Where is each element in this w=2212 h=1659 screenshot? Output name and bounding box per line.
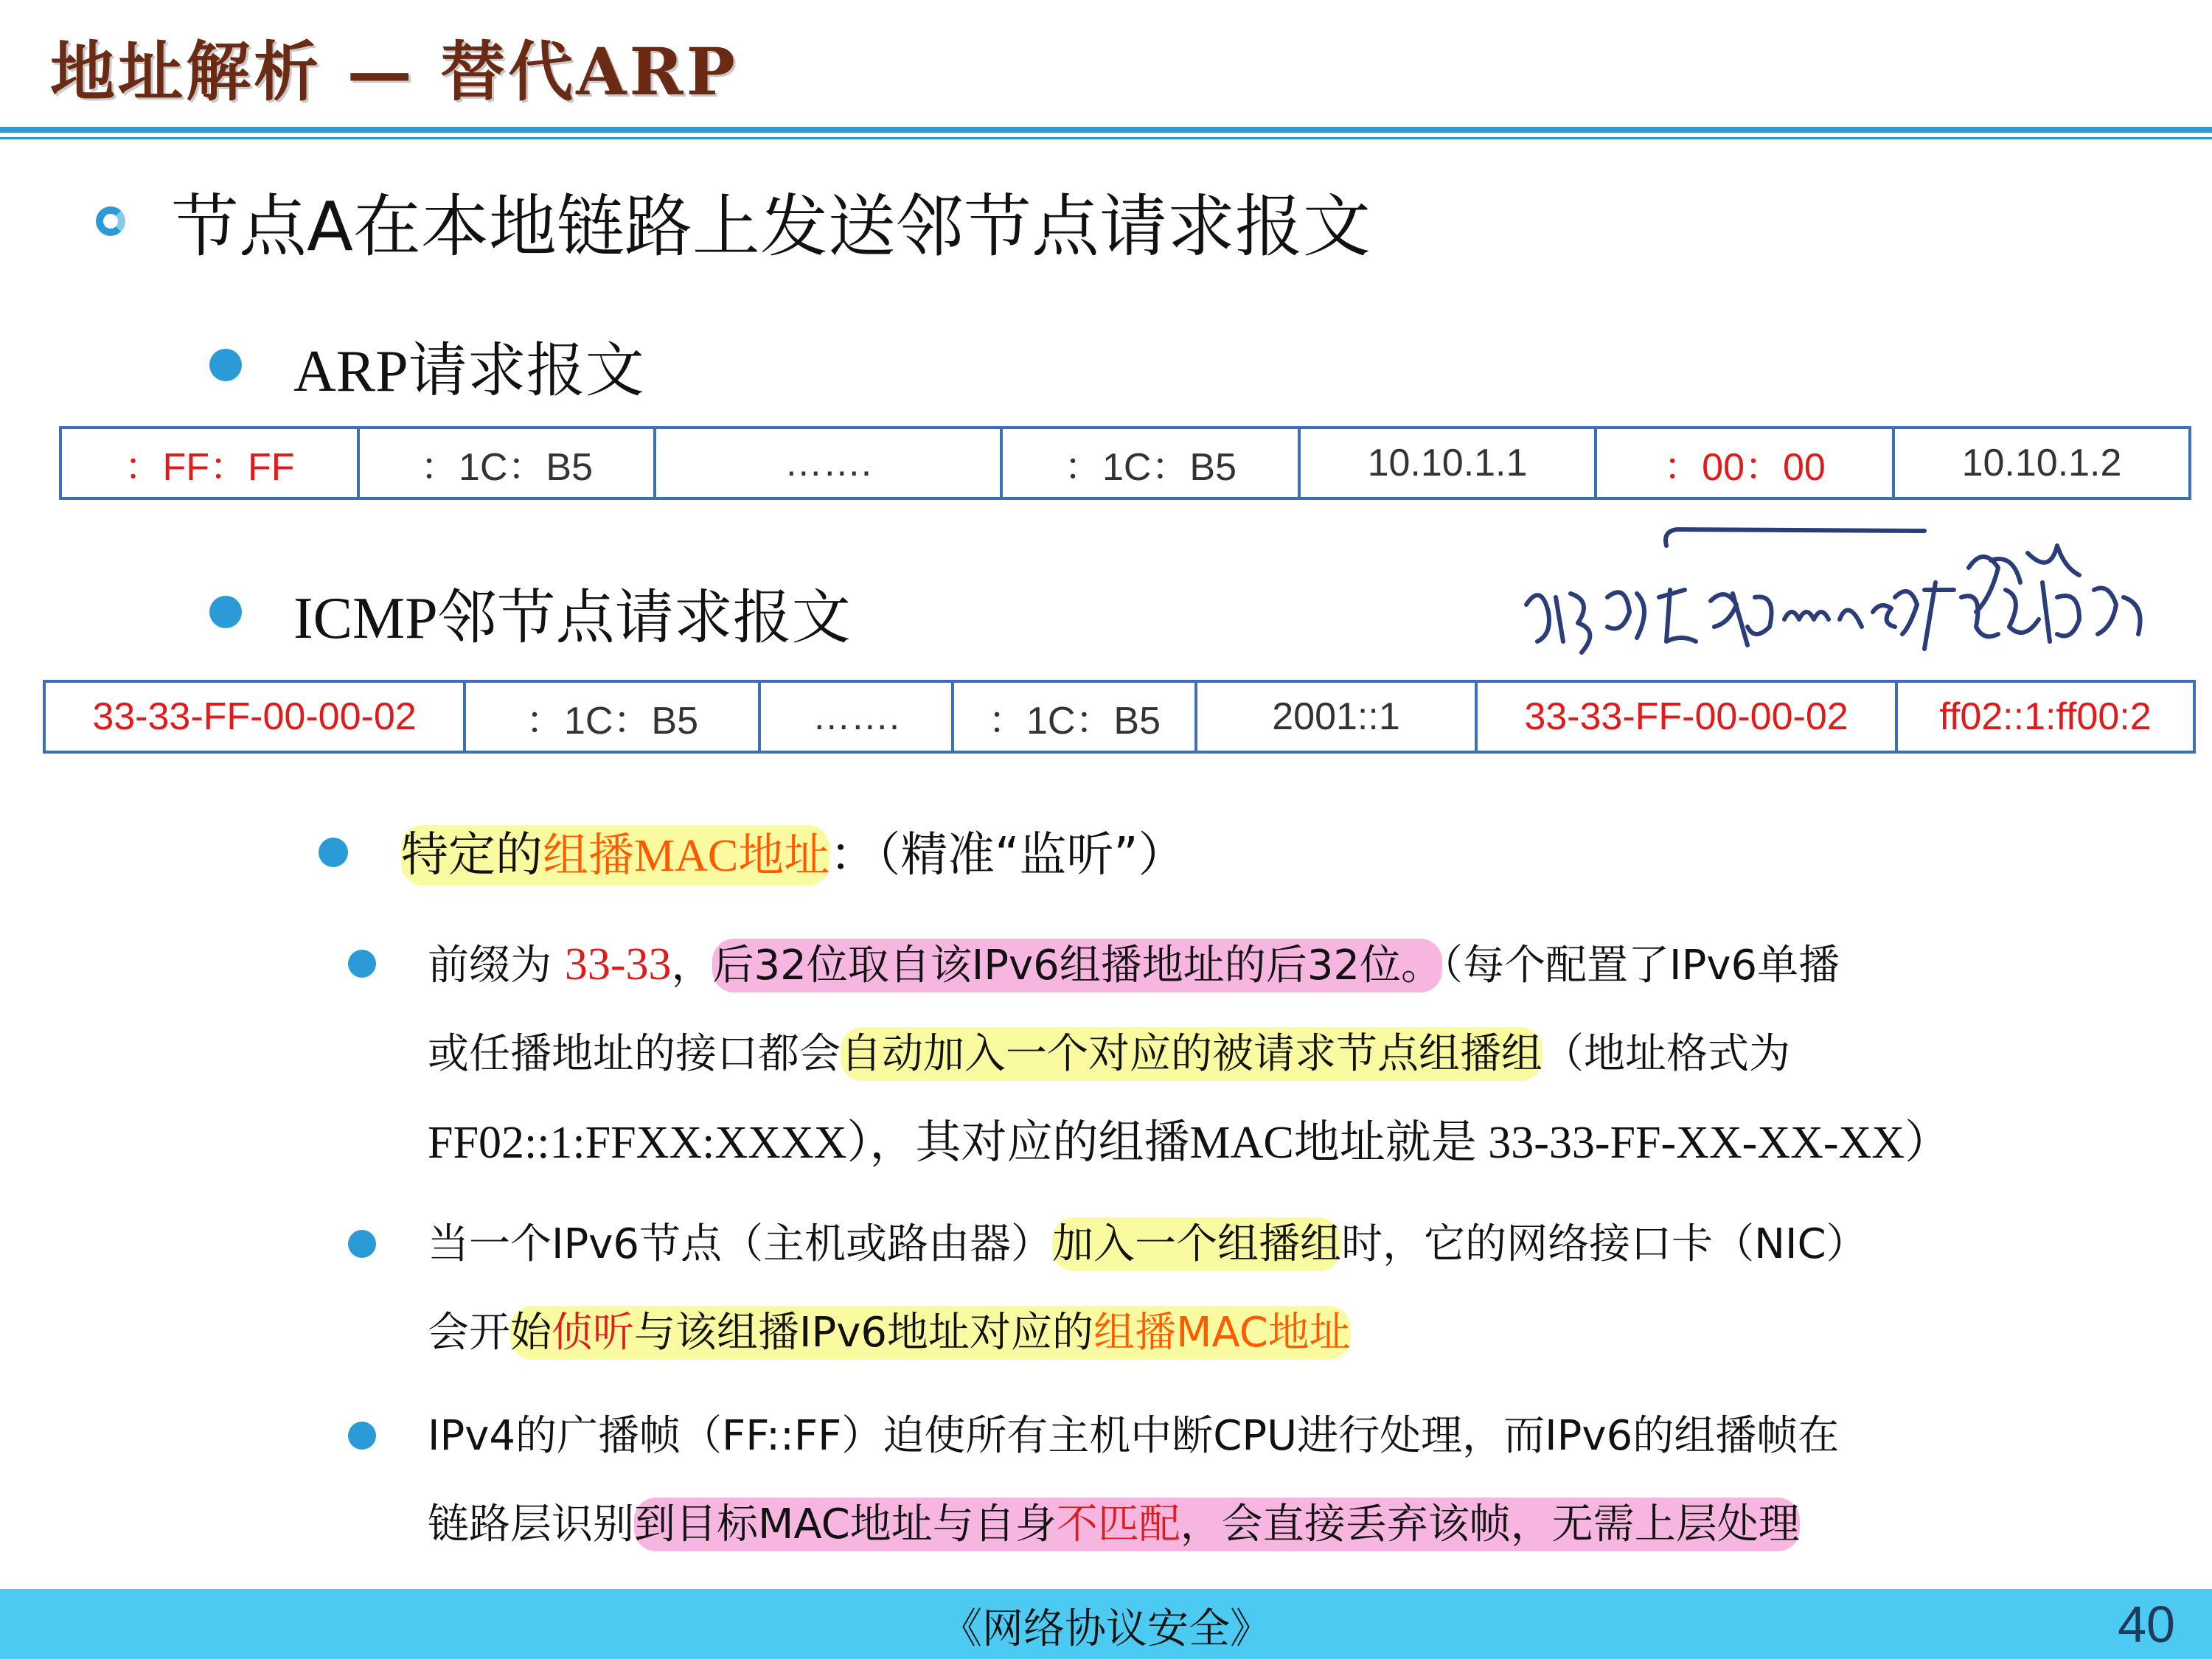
bullet-dot-icon: [348, 1230, 376, 1258]
arp-label: ARP请求报文: [293, 338, 644, 404]
table-row: [60, 428, 2190, 498]
arp-label-row: [209, 324, 644, 406]
title-divider-thin: [0, 137, 2212, 139]
handwritten-annotation-icon: [1512, 509, 2175, 671]
multicast-mac-text: 特定的组播MAC地址：（精准“监听”）: [401, 811, 1186, 900]
icmp-cell-3: ：1C：B5: [953, 681, 1196, 752]
page-number: 40: [2118, 1596, 2175, 1653]
icmp-cell-2: …….: [759, 681, 953, 752]
heading-text: 节点A在本地链路上发送邻节点请求报文: [171, 187, 1371, 266]
multicast-mac-bullet: [319, 811, 1186, 900]
icmp-cell-5: 33-33-FF-00-00-02: [1476, 681, 1896, 752]
icmp-packet-table: [43, 680, 2196, 754]
icmp-cell-1: ：1C：B5: [465, 681, 759, 752]
arp-cell-4: 10.10.1.1: [1299, 428, 1596, 498]
arp-packet-table: [59, 426, 2191, 500]
icmp-cell-0: 33-33-FF-00-00-02: [44, 681, 465, 752]
bullet-dot-icon: [348, 1422, 376, 1450]
arp-cell-5: ：00：00: [1596, 428, 1893, 498]
arp-cell-0: ：FF：FF: [60, 428, 358, 498]
icmp-cell-6: ff02::1:ff00:2: [1896, 681, 2194, 752]
arp-cell-1: ：1C：B5: [358, 428, 655, 498]
title-divider: [0, 127, 2212, 133]
arp-cell-6: 10.10.1.2: [1893, 428, 2190, 498]
arp-cell-2: …….: [655, 428, 1001, 498]
icmp-label: ICMP邻节点请求报文: [293, 585, 851, 651]
icmp-cell-4: 2001::1: [1196, 681, 1476, 752]
bullet-dot-icon: [348, 950, 376, 978]
nic-paragraph: 当一个IPv6节点（主机或路由器）加入一个组播组时，它的网络接口卡（NIC） 会开始侦听与该组播IPv6地址对应的组播MAC地址: [428, 1200, 2183, 1377]
bullet-dot-icon: [319, 838, 348, 867]
prefix-paragraph: 前缀为 33-33，后32位取自该IPv6组播地址的后32位。（每个配置了IPv6单播 或任播地址的接口都会自动加入一个对应的被请求节点组播组（地址格式为 FF02::1:FFXX:XXXX），其对应的组播MAC地址就是 33-33-FF-XX-XX-XX）: [428, 920, 2183, 1187]
bullet-dot-icon: [209, 596, 242, 628]
broadcast-paragraph: IPv4的广播帧（FF::FF）迫使所有主机中断CPU进行处理，而IPv6的组播帧在 链路层识别到目标MAC地址与自身不匹配，会直接丢弃该帧，无需上层处理: [428, 1392, 2183, 1569]
icmp-label-row: [209, 571, 851, 653]
table-row: [44, 681, 2194, 752]
footer-bar: [0, 1589, 2212, 1659]
main-heading: [96, 177, 1371, 265]
title-bar: [0, 0, 2212, 129]
ring-bullet-icon: [96, 206, 125, 236]
bullet-dot-icon: [209, 349, 242, 381]
slide-title: 地址解析 — 替代ARP: [50, 33, 738, 110]
course-title: 《网络协议安全》: [941, 1605, 1271, 1653]
arp-cell-3: ：1C：B5: [1001, 428, 1299, 498]
